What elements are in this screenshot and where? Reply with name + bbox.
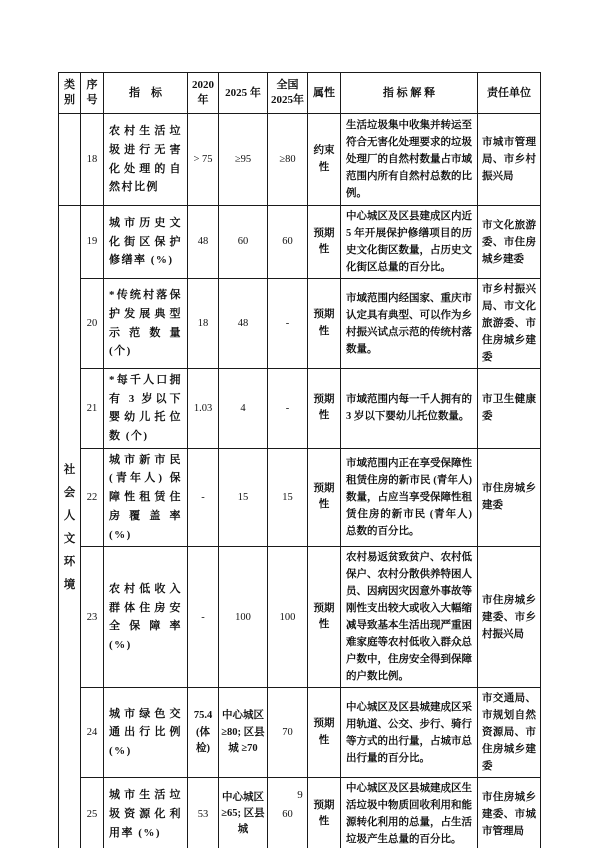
page-number: 9 [297, 789, 303, 801]
value-national: 100 [268, 547, 308, 688]
table-row [59, 369, 541, 449]
value-2025: 48 [219, 279, 268, 369]
header-attribute: 属性 [308, 73, 341, 114]
value-2025: 15 [219, 448, 268, 546]
attribute-value: 预期性 [308, 206, 341, 279]
row-no: 24 [81, 688, 104, 778]
indicator-explanation: 中心城区及区县城建成区采用轨道、公交、步行、骑行等方式的出行量，占城市总出行量的百分比。 [341, 688, 478, 778]
value-2020: 1.03 [188, 369, 219, 449]
responsible-unit: 市住房城乡建委、市乡村振兴局 [478, 547, 541, 688]
row-no: 22 [81, 448, 104, 546]
indicator-explanation: 市域范围内正在享受保障性租赁住房的新市民 (青年人) 数量，占应当享受保障性租赁住房的新市民 (青年人) 总数的百分比。 [341, 448, 478, 546]
indicator-name: 城市生活垃圾资源化利用率 (%) [104, 778, 188, 848]
indicator-name: 城市历史文化街区保护修缮率 (%) [104, 206, 188, 279]
value-2020: 18 [188, 279, 219, 369]
table-row [59, 448, 541, 546]
header-row [59, 73, 541, 114]
indicator-name: 农村低收入群体住房安全保障率 (%) [104, 547, 188, 688]
value-2025: 60 [219, 206, 268, 279]
value-2020: > 75 [188, 114, 219, 206]
value-national: 60 [268, 206, 308, 279]
attribute-value: 预期性 [308, 688, 341, 778]
value-2025: 100 [219, 547, 268, 688]
value-2020: 48 [188, 206, 219, 279]
value-2025: 中心城区 ≥80; 区县城 ≥70 [219, 688, 268, 778]
header-responsible: 责任单位 [478, 73, 541, 114]
attribute-value: 预期性 [308, 448, 341, 546]
value-national: 60 [268, 778, 308, 848]
responsible-unit: 市乡村振兴局、市文化旅游委、市住房城乡建委 [478, 279, 541, 369]
indicator-name: *每千人口拥有 3 岁以下婴幼儿托位数 (个) [104, 369, 188, 449]
value-national: 70 [268, 688, 308, 778]
responsible-unit: 市城市管理局、市乡村振兴局 [478, 114, 541, 206]
responsible-unit: 市文化旅游委、市住房城乡建委 [478, 206, 541, 279]
header-indicator: 指 标 [104, 73, 188, 114]
indicator-name: 农村生活垃圾进行无害化处理的自然村比例 [104, 114, 188, 206]
indicator-name: 城市新市民 (青年人) 保障性租赁住房覆盖率 (%) [104, 448, 188, 546]
value-2025: ≥95 [219, 114, 268, 206]
responsible-unit: 市交通局、市规划自然资源局、市住房城乡建委 [478, 688, 541, 778]
value-national: - [268, 369, 308, 449]
header-2025: 2025 年 [219, 73, 268, 114]
responsible-unit: 市住房城乡建委、市城市管理局 [478, 778, 541, 848]
row-no: 23 [81, 547, 104, 688]
category-label: 社会人文环境 [63, 464, 76, 592]
indicator-explanation: 生活垃圾集中收集并转运至符合无害化处理要求的垃圾处理厂的自然村数量占市域范围内所有自然村总数的比例。 [341, 114, 478, 206]
value-2020: 75.4 (体检) [188, 688, 219, 778]
responsible-unit: 市住房城乡建委 [478, 448, 541, 546]
category-cell-empty [59, 114, 81, 206]
attribute-value: 预期性 [308, 279, 341, 369]
indicator-name: 城市绿色交通出行比例 (%) [104, 688, 188, 778]
attribute-value: 预期性 [308, 778, 341, 848]
value-2025: 中心城区 ≥65; 区县城 [219, 778, 268, 848]
header-2020: 2020年 [188, 73, 219, 114]
indicator-explanation: 中心城区及区县建成区内近 5 年开展保护修缮项目的历史文化街区数量，占历史文化街区总量的百分比。 [341, 206, 478, 279]
header-national-2025: 全国2025年 [268, 73, 308, 114]
table-row [59, 547, 541, 688]
table-row [59, 114, 541, 206]
table-row [59, 206, 541, 279]
value-2020: 53 [188, 778, 219, 848]
value-national: - [268, 279, 308, 369]
value-national: 15 [268, 448, 308, 546]
row-no: 20 [81, 279, 104, 369]
table-row [59, 688, 541, 778]
indicator-explanation: 农村易返贫致贫户、农村低保户、农村分散供养特困人员、因病因灾因意外事故等刚性支出较大或收入大幅缩减导致基本生活出现严重困难家庭等农村低收入群众总户数中，住房安全得到保障的户数比例。 [341, 547, 478, 688]
row-no: 19 [81, 206, 104, 279]
row-no: 21 [81, 369, 104, 449]
value-2020: - [188, 547, 219, 688]
indicator-table [58, 72, 541, 848]
indicator-explanation: 市域范围内每一千人拥有的 3 岁以下婴幼儿托位数量。 [341, 369, 478, 449]
row-no: 18 [81, 114, 104, 206]
responsible-unit: 市卫生健康委 [478, 369, 541, 449]
attribute-value: 约束性 [308, 114, 341, 206]
value-2025: 4 [219, 369, 268, 449]
value-2020: - [188, 448, 219, 546]
attribute-value: 预期性 [308, 369, 341, 449]
category-cell-social [59, 206, 81, 848]
indicator-name: *传统村落保护发展典型示范数量 (个) [104, 279, 188, 369]
header-explanation: 指 标 解 释 [341, 73, 478, 114]
row-no: 25 [81, 778, 104, 848]
header-category: 类别 [59, 73, 81, 114]
indicator-explanation: 市域范围内经国家、重庆市认定具有典型、可以作为乡村振兴试点示范的传统村落数量。 [341, 279, 478, 369]
indicator-explanation: 中心城区及区县城建成区生活垃圾中物质回收利用和能源转化利用的总量，占生活垃圾产生总量的百分比。 [341, 778, 478, 848]
value-national: ≥80 [268, 114, 308, 206]
header-no: 序号 [81, 73, 104, 114]
table-row [59, 279, 541, 369]
attribute-value: 预期性 [308, 547, 341, 688]
